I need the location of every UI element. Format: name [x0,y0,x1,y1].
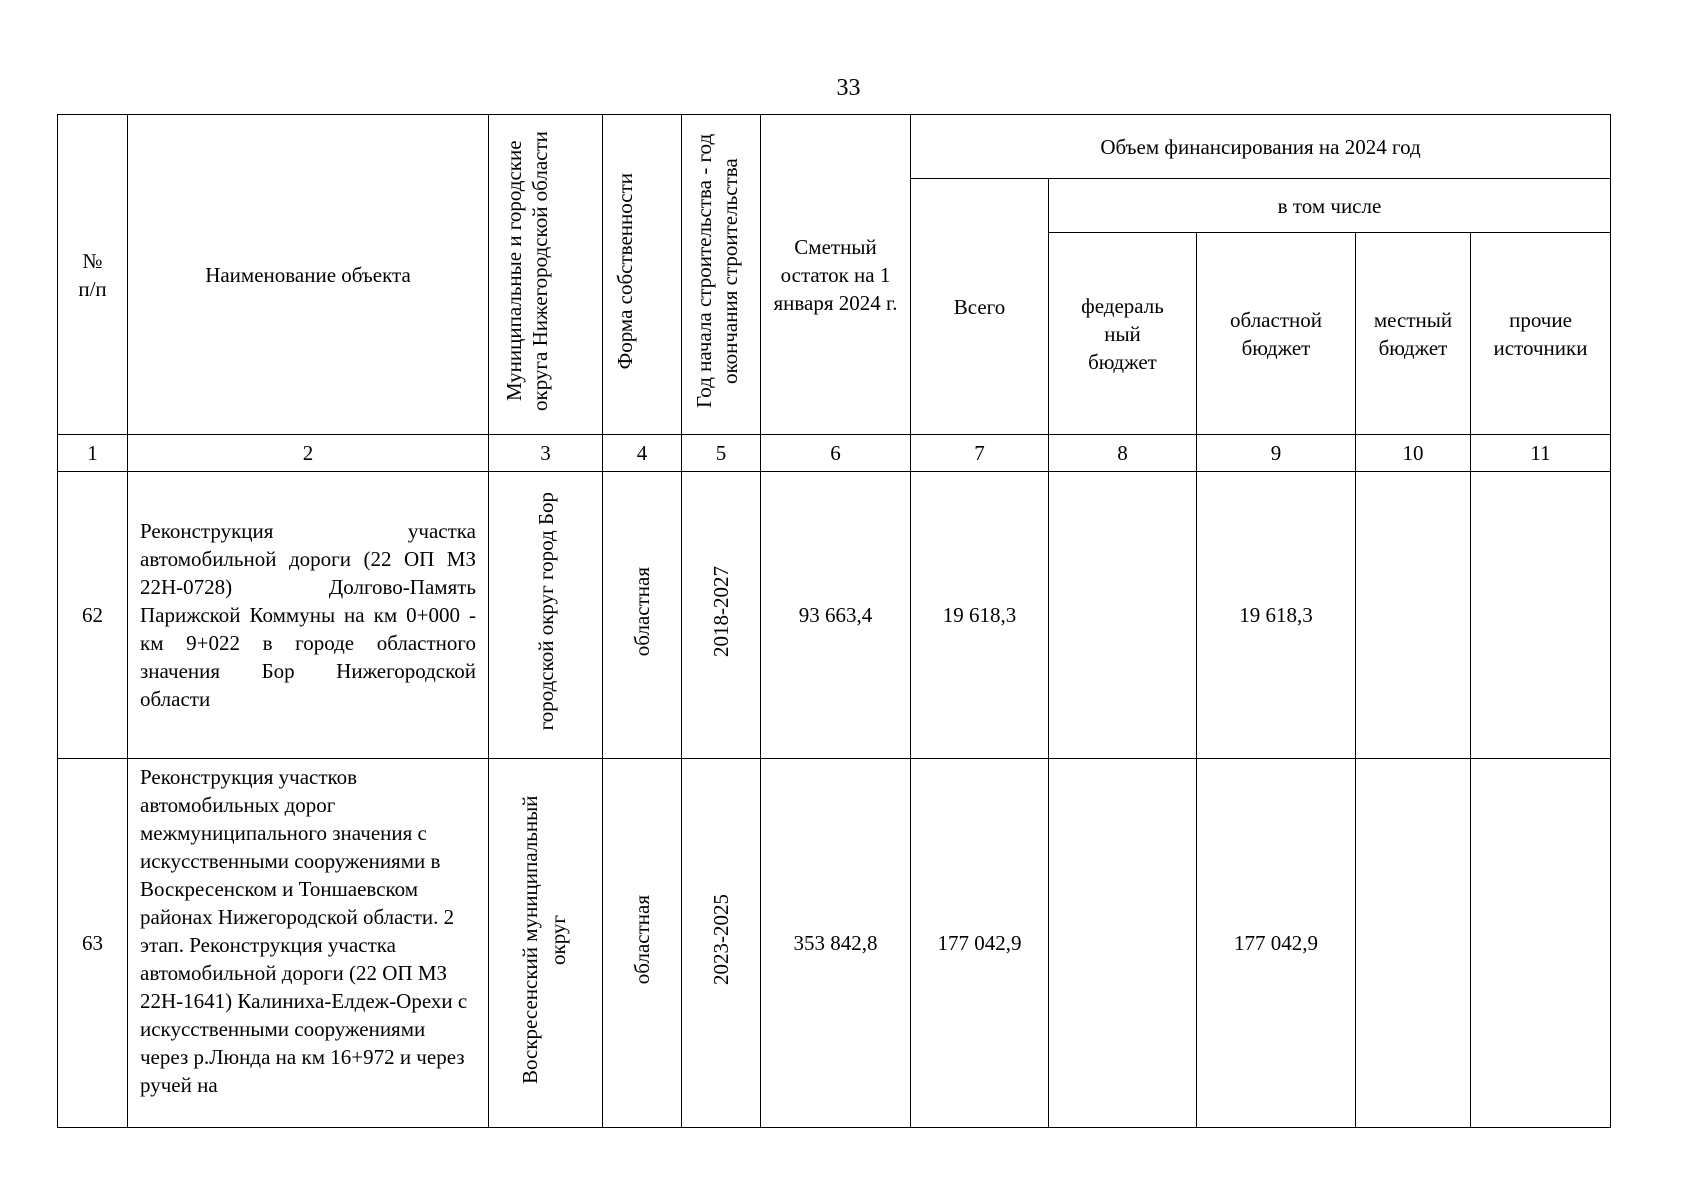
header-years-label: Год начала строительства - год окончания строительства [692,133,742,409]
row-other [1471,472,1611,759]
header-funding-group: Объем финансирования на 2024 год [911,115,1611,179]
column-index: 1 [58,435,128,472]
header-total: Всего [911,179,1049,435]
column-index: 7 [911,435,1049,472]
row-years-label: 2018-2027 [709,566,733,657]
row-other [1471,759,1611,1128]
row-years [682,472,761,759]
row-municipality-label: городской округ город Бор [533,492,558,731]
column-index: 5 [682,435,761,472]
header-local: местный бюджет [1356,233,1471,435]
row-federal [1049,472,1197,759]
column-index: 8 [1049,435,1197,472]
row-name: Реконструкция участков автомобильных дорог межмуниципального значения с искусственными сооружениями в Воскресенском и Тоншаевском районах Нижегородской области. 2 этап. Реконструкция участка автомобильной дороги (22 ОП МЗ 22Н-1641) Калиниха-Елдеж-Орехи с искусственными сооружениями через р.Люнда на км 16+972 и через ручей на [128,759,489,1128]
row-total: 19 618,3 [911,472,1049,759]
row-ownership [603,759,682,1128]
header-other: прочие источники [1471,233,1611,435]
row-ownership [603,472,682,759]
row-regional: 19 618,3 [1197,472,1356,759]
row-municipality [489,472,603,759]
row-years-label: 2023-2025 [709,894,733,985]
header-num: № п/п [58,115,128,435]
table-row [58,472,1611,759]
header-including: в том числе [1049,179,1611,233]
row-estimate: 353 842,8 [761,759,911,1128]
row-regional: 177 042,9 [1197,759,1356,1128]
column-index: 11 [1471,435,1611,472]
row-local [1356,759,1471,1128]
header-ownership-label: Форма собственности [613,172,637,370]
header-name: Наименование объекта [128,115,489,435]
row-municipality-label: Воскресенский муниципальный округ [517,795,570,1084]
row-num: 63 [58,759,128,1128]
header-municipality [489,115,603,435]
row-ownership-label: областная [630,566,654,657]
header-row-1 [58,115,1611,179]
row-name: Реконструкция участка автомобильной дороги (22 ОП МЗ 22Н-0728) Долгово-Память Парижской Коммуны на км 0+000 - км 9+022 в городе областного значения Бор Нижегородской области [128,472,489,759]
row-federal [1049,759,1197,1128]
row-ownership-label: областная [630,894,654,985]
row-local [1356,472,1471,759]
column-index: 6 [761,435,911,472]
row-total: 177 042,9 [911,759,1049,1128]
page-number: 33 [836,75,861,101]
column-index: 4 [603,435,682,472]
row-estimate: 93 663,4 [761,472,911,759]
header-municipality-label: Муниципальные и городские округа Нижегородской области [501,131,552,411]
row-num: 62 [58,472,128,759]
financing-table [57,114,1611,1128]
table-row [58,759,1611,1128]
header-regional: областной бюджет [1197,233,1356,435]
row-municipality [489,759,603,1128]
column-index: 10 [1356,435,1471,472]
header-ownership [603,115,682,435]
header-years [682,115,761,435]
header-federal: федераль ный бюджет [1049,233,1197,435]
row-years [682,759,761,1128]
column-index: 9 [1197,435,1356,472]
column-index: 2 [128,435,489,472]
header-estimate: Сметный остаток на 1 января 2024 г. [761,115,911,435]
column-index: 3 [489,435,603,472]
column-index-row [58,435,1611,472]
